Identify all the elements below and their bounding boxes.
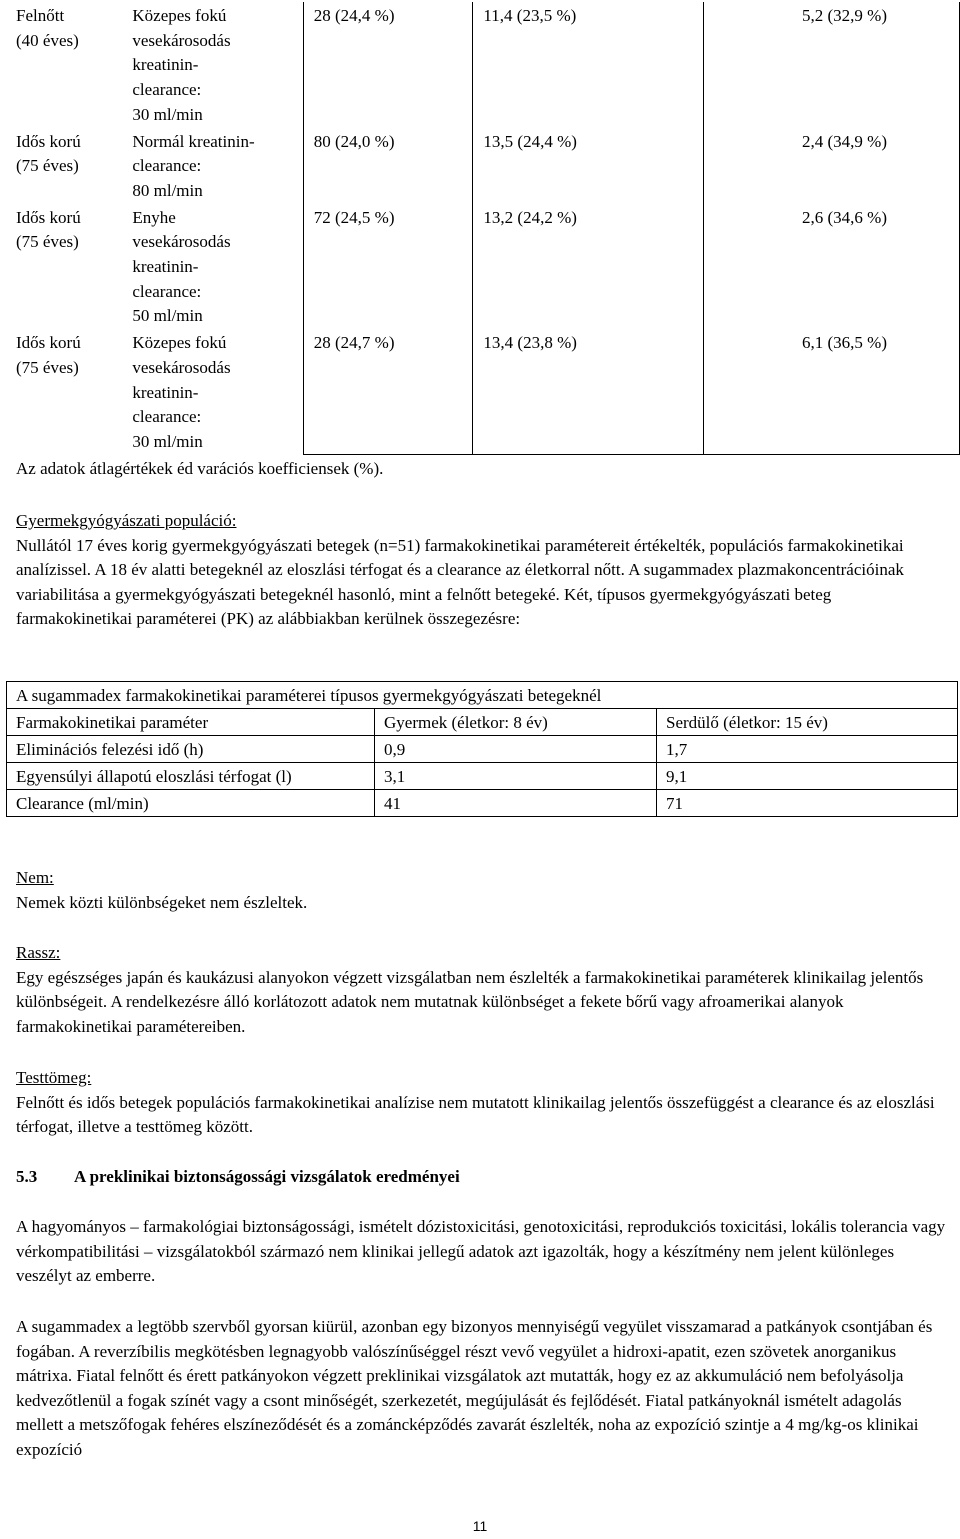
table-cell: 71: [657, 790, 958, 817]
cell-line: 50 ml/min: [132, 306, 203, 326]
pediatric-pk-table: [6, 681, 958, 817]
value-cell: 2,6 (34,6 %): [704, 204, 960, 330]
column-header: Serdülő (életkor: 15 év): [657, 709, 958, 736]
renal-impairment-pk-table: [6, 2, 960, 455]
sex-text: Nemek közti különbségeket nem észleltek.: [16, 892, 308, 912]
table-cell: Egyensúlyi állapotú eloszlási térfogat (l): [7, 763, 375, 790]
sex-section: [16, 866, 946, 915]
table-row: [6, 204, 960, 330]
sex-heading: Nem:: [16, 868, 54, 887]
value-cell: 11,4 (23,5 %): [483, 6, 577, 25]
table-row: [6, 329, 960, 455]
cell-line: (75 éves): [16, 357, 79, 377]
patient-group-cell: [6, 128, 127, 204]
table-caption-row: [7, 682, 958, 709]
table-cell: Eliminációs felezési idő (h): [7, 736, 375, 763]
pediatric-text: Nullától 17 éves korig gyermekgyógyászati betegek (n=51) farmakokinetikai paramétereit értékelték, populációs farmakokinetikai analízissel. A 18 év alatti betegeknél az eloszlási térfogat és a clearance az életkorral nőtt. A sugammadex plazmakoncentrációinak variabilitása a gyermekgyógyászati betegeknél hasonló, mint a felnőtt betegeké. Két, típusos gyermekgyógyászati beteg farmakokinetikai paraméterei (PK) az alábbiakban kerülnek összegezésre:: [16, 535, 904, 629]
cell-line: kreatinin-: [132, 55, 199, 75]
cell-line: Közepes fokú: [132, 6, 227, 25]
table-cell: 9,1: [657, 763, 958, 790]
cell-line: kreatinin-: [132, 382, 199, 402]
value-cell: 2,4 (34,9 %): [704, 128, 960, 204]
cell-line: Idős korú: [16, 207, 81, 227]
race-text: Egy egészséges japán és kaukázusi alanyokon végzett vizsgálatban nem észlelték a farmakokinetikai paraméterek klinikailag jelentős különbségeit. A rendelkezésre álló korlátozott adatok nem mutatnak különbséget a fekete bőrű vagy afroamerikai alanyok farmakokinetikai paramétereiben.: [16, 967, 924, 1036]
cell-line: Idős korú: [16, 333, 81, 353]
section-paragraph-1: A hagyományos – farmakológiai biztonságossági, ismételt dózistoxicitási, genotoxicitási, reprodukciós toxicitási, lokális tolerancia vagy vérkompatibilitási – vizsgálatokból származó nem klinikai jellegű adatok azt igazolták, hogy a készítmény nem jelent különleges veszélyt az emberre.: [16, 1217, 946, 1286]
value-cell: 28 (24,7 %): [303, 329, 473, 455]
table-cell: 41: [375, 790, 657, 817]
race-heading: Rassz:: [16, 943, 61, 962]
value-cell: 13,5 (24,4 %): [483, 131, 577, 151]
weight-section: [16, 1066, 946, 1140]
value-cell: 28 (24,4 %): [303, 2, 473, 128]
table-row: [7, 790, 958, 817]
patient-group-cell: [6, 2, 127, 128]
table-cell: 3,1: [375, 763, 657, 790]
cell-line: Felnőtt: [16, 6, 65, 25]
value-cell: 13,4 (23,8 %): [473, 329, 704, 455]
section-number: 5.3: [16, 1167, 38, 1186]
cell-line: Közepes fokú: [132, 333, 227, 353]
cell-line: clearance:: [132, 407, 202, 427]
cell-line: kreatinin-: [132, 257, 199, 277]
cell-line: 30 ml/min: [132, 431, 203, 451]
section-paragraph-2: A sugammadex a legtöbb szervből gyorsan kiürül, azonban egy bizonyos mennyiségű vegyület visszamarad a patkányok csontjában és fogában. A reverzíbilis megkötésben legnagyobb valószínűséggel részt vevő vegyület a hidroxi-apatit, ezen szövetek anorganikus mátrixa. Fiatal felnőtt és érett patkányokon végzett preklinikai vizsgálatok azt mutatták, hogy ez az akkumuláció nem befolyásolja kedvezőtlenül a fogak színét vagy a csont minőségét, szerkezetét, megújulását és fejlődését. Fiatal patkányoknál ismételt adagolás mellett a metszőfogak fehéres elszíneződését és a zománcképződés zavarát észlelték, noha az expozíció szintje a 4 mg/kg-os klinikai expozíció: [16, 1317, 933, 1459]
table-cell: 0,9: [375, 736, 657, 763]
cell-line: vesekárosodás: [132, 30, 231, 50]
table-header-row: [7, 709, 958, 736]
cell-line: (40 éves): [16, 30, 79, 50]
condition-cell: [127, 204, 303, 330]
value-cell: 13,2 (24,2 %): [483, 207, 577, 227]
column-header: Gyermek (életkor: 8 év): [375, 709, 657, 736]
value-cell: 6,1 (36,5 %): [704, 329, 960, 455]
section-title: A preklinikai biztonságossági vizsgálatok eredményei: [74, 1167, 460, 1186]
cell-line: Idős korú: [16, 131, 81, 151]
patient-group-cell: [6, 204, 127, 330]
cell-line: vesekárosodás: [132, 232, 231, 252]
cell-line: 80 ml/min: [132, 180, 203, 200]
table-cell: 1,7: [657, 736, 958, 763]
table-cell: Clearance (ml/min): [7, 790, 375, 817]
table-row: [6, 2, 960, 128]
cell-line: (75 éves): [16, 156, 79, 176]
cell-line: (75 éves): [16, 232, 79, 252]
weight-text: Felnőtt és idős betegek populációs farmakokinetikai analízise nem mutatott klinikailag jelentős összefüggést a clearance és az eloszlási térfogat, illetve a testtömeg között.: [16, 1092, 935, 1137]
cell-line: 30 ml/min: [132, 104, 203, 124]
section-heading: [16, 1165, 460, 1190]
cell-line: clearance:: [132, 281, 202, 301]
value-cell: 5,2 (32,9 %): [704, 2, 960, 128]
page-number: 11: [472, 1518, 488, 1534]
cell-line: Normál kreatinin-: [132, 131, 255, 151]
condition-cell: [127, 329, 303, 455]
race-section: [16, 941, 946, 1039]
condition-cell: [127, 2, 303, 128]
column-header: Farmakokinetikai paraméter: [7, 709, 375, 736]
cell-line: vesekárosodás: [132, 357, 231, 377]
pediatric-section: [16, 509, 946, 632]
table-footnote: Az adatok átlagértékek éd varációs koefficiensek (%).: [16, 459, 384, 478]
cell-line: Enyhe: [132, 207, 176, 227]
pediatric-heading: Gyermekgyógyászati populáció:: [16, 511, 237, 530]
table-caption: A sugammadex farmakokinetikai paraméterei típusos gyermekgyógyászati betegeknél: [7, 682, 958, 709]
table-row: [7, 763, 958, 790]
value-cell: 72 (24,5 %): [303, 204, 473, 330]
patient-group-cell: [6, 329, 127, 455]
table-row: [6, 128, 960, 204]
cell-line: clearance:: [132, 80, 202, 100]
weight-heading: Testtömeg:: [16, 1068, 92, 1087]
value-cell: 80 (24,0 %): [303, 128, 473, 204]
table-row: [7, 736, 958, 763]
condition-cell: [127, 128, 303, 204]
cell-line: clearance:: [132, 156, 202, 176]
